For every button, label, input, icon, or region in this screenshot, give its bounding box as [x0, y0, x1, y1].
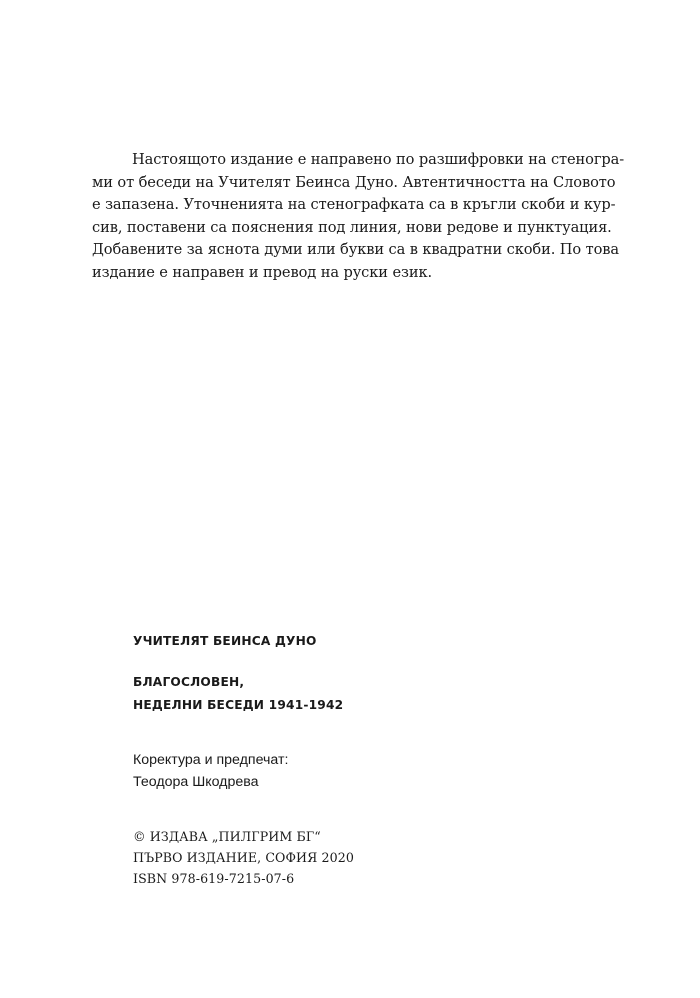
edition-note-line: е запазена. Уточненията на стенографката са в кръгли скоби и кур-	[92, 196, 616, 214]
publisher-info	[133, 826, 354, 890]
isbn-line: ISBN 978-619-7215-07-6	[133, 871, 295, 887]
author-name	[133, 630, 317, 653]
proofreader-name: Теодора Шкодрева	[133, 773, 259, 790]
edition-note-line: сив, поставени са пояснения под линия, нови редове и пунктуация.	[92, 218, 612, 236]
edition-line: ПЪРВО ИЗДАНИЕ, СОФИЯ 2020	[133, 850, 354, 866]
book-title-line-2: НЕДЕЛНИ БЕСЕДИ 1941-1942	[133, 697, 344, 712]
edition-note-paragraph	[92, 149, 625, 285]
proofreading-label: Коректура и предпечат:	[133, 752, 289, 768]
edition-note-line: ми от беседи на Учителят Беинса Дуно. Автентичността на Словото	[92, 173, 616, 191]
edition-note-line: издание е направен и превод на руски език.	[92, 263, 433, 281]
proofreading-credit	[133, 750, 288, 793]
author-name-text: УЧИТЕЛЯТ БЕИНСА ДУНО	[133, 634, 317, 648]
publisher-line: © ИЗДАВА „ПИЛГРИМ БГ“	[133, 829, 321, 844]
edition-note-line: Добавените за яснота думи или букви са в квадратни скоби. По това	[92, 241, 620, 259]
book-title	[133, 671, 343, 716]
edition-note-line: Настоящото издание е направено по разшифровки на стеногра-	[132, 151, 625, 168]
book-title-line-1: БЛАГОСЛОВЕН,	[133, 675, 245, 689]
